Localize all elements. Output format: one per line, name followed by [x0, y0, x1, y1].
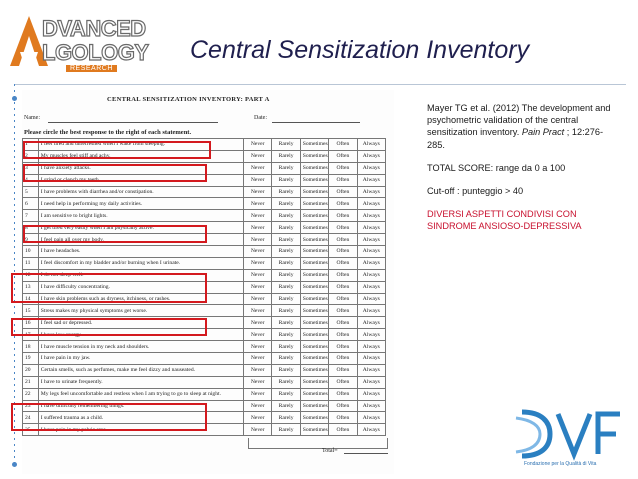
- foundation-logo: [502, 406, 626, 472]
- response-option: Sometimes: [300, 222, 328, 234]
- item-statement: Certain smells, such as perfumes, make me feel dizzy and nauseated.: [38, 364, 243, 376]
- response-option: Often: [329, 364, 357, 376]
- item-number: 24: [23, 412, 39, 424]
- item-number: 19: [23, 353, 39, 365]
- response-option: Often: [329, 269, 357, 281]
- response-option: Sometimes: [300, 139, 328, 151]
- item-statement: I have difficulty concentrating.: [38, 281, 243, 293]
- total-label: Total=: [322, 448, 338, 454]
- item-number: 22: [23, 388, 39, 400]
- response-option: Always: [357, 376, 385, 388]
- citation-text: Mayer TG et al. (2012) The development and psychometric validation of the central sensitization inventory.: [427, 103, 611, 138]
- response-option: Always: [357, 162, 385, 174]
- response-option: Often: [329, 246, 357, 258]
- response-option: Often: [329, 400, 357, 412]
- item-number: 25: [23, 424, 39, 436]
- response-option: Rarely: [272, 139, 300, 151]
- response-option: Always: [357, 329, 385, 341]
- response-option: Often: [329, 186, 357, 198]
- response-option: Sometimes: [300, 234, 328, 246]
- response-option: Never: [243, 400, 271, 412]
- response-option: Sometimes: [300, 341, 328, 353]
- response-option: Rarely: [272, 317, 300, 329]
- response-option: Always: [357, 210, 385, 222]
- item-statement: I have pain in my jaw.: [38, 353, 243, 365]
- response-option: Rarely: [272, 341, 300, 353]
- questionnaire-instruction: Please circle the best response to the right of each statement.: [24, 129, 192, 136]
- response-option: Rarely: [272, 376, 300, 388]
- item-number: 3: [23, 162, 39, 174]
- item-number: 12: [23, 269, 39, 281]
- response-option: Sometimes: [300, 269, 328, 281]
- item-number: 6: [23, 198, 39, 210]
- item-statement: I have difficulty remembering things.: [38, 400, 243, 412]
- response-option: Sometimes: [300, 293, 328, 305]
- response-option: Rarely: [272, 388, 300, 400]
- table-row: [23, 305, 386, 317]
- response-option: Rarely: [272, 353, 300, 365]
- response-option: Rarely: [272, 400, 300, 412]
- item-number: 21: [23, 376, 39, 388]
- response-option: Always: [357, 400, 385, 412]
- item-number: 4: [23, 174, 39, 186]
- reference-panel: [427, 102, 617, 244]
- response-option: Never: [243, 281, 271, 293]
- item-number: 7: [23, 210, 39, 222]
- table-row: [23, 210, 386, 222]
- table-row: [23, 198, 386, 210]
- response-option: Often: [329, 293, 357, 305]
- table-row: [23, 353, 386, 365]
- journal-name: Pain Pract: [521, 127, 565, 138]
- item-statement: I feel pain all over my body.: [38, 234, 243, 246]
- name-line: [48, 122, 218, 123]
- item-number: 17: [23, 329, 39, 341]
- response-option: Always: [357, 257, 385, 269]
- response-option: Often: [329, 150, 357, 162]
- response-option: Sometimes: [300, 305, 328, 317]
- slide-title: Central Sensitization Inventory: [190, 36, 530, 64]
- response-option: Always: [357, 198, 385, 210]
- table-row: [23, 388, 386, 400]
- border-dot-bottom: [12, 462, 17, 467]
- response-option: Never: [243, 222, 271, 234]
- response-option: Always: [357, 234, 385, 246]
- item-statement: Stress makes my physical symptoms get worse.: [38, 305, 243, 317]
- response-option: Often: [329, 174, 357, 186]
- response-option: Sometimes: [300, 329, 328, 341]
- highlight-item-12-13: [11, 273, 207, 303]
- item-number: 11: [23, 257, 39, 269]
- item-statement: I need help in performing my daily activities.: [38, 198, 243, 210]
- citation-tail: ; 12:276-285.: [427, 127, 604, 150]
- total-score: TOTAL SCORE: range da 0 a 100: [427, 162, 566, 173]
- item-statement: I feel discomfort in my bladder and/or burning when I urinate.: [38, 257, 243, 269]
- item-statement: I have anxiety attacks.: [38, 162, 243, 174]
- response-option: Often: [329, 210, 357, 222]
- response-option: Rarely: [272, 234, 300, 246]
- response-option: Always: [357, 222, 385, 234]
- response-option: Always: [357, 317, 385, 329]
- response-option: Rarely: [272, 269, 300, 281]
- response-option: Rarely: [272, 412, 300, 424]
- response-option: Never: [243, 139, 271, 151]
- date-label: Date:: [254, 115, 267, 121]
- item-number: 20: [23, 364, 39, 376]
- response-option: Rarely: [272, 281, 300, 293]
- table-row: [23, 341, 386, 353]
- item-statement: I have low energy.: [38, 329, 243, 341]
- response-option: Rarely: [272, 162, 300, 174]
- response-option: Often: [329, 162, 357, 174]
- table-row: [23, 376, 386, 388]
- item-statement: I have skin problems such as dryness, itchiness, or rashes.: [38, 293, 243, 305]
- response-option: Always: [357, 186, 385, 198]
- response-option: Sometimes: [300, 412, 328, 424]
- response-option: Sometimes: [300, 210, 328, 222]
- item-statement: I have pain in my pelvic area.: [38, 424, 243, 436]
- item-number: 2: [23, 150, 39, 162]
- response-option: Sometimes: [300, 257, 328, 269]
- response-option: Often: [329, 139, 357, 151]
- logo-line-2: LGOLOGY: [42, 40, 149, 65]
- response-option: Often: [329, 353, 357, 365]
- response-option: Always: [357, 281, 385, 293]
- item-number: 5: [23, 186, 39, 198]
- response-option: Always: [357, 269, 385, 281]
- item-statement: I have problems with diarrhea and/or constipation.: [38, 186, 243, 198]
- highlight-item-23-24: [11, 403, 207, 431]
- response-option: Never: [243, 329, 271, 341]
- response-option: Rarely: [272, 293, 300, 305]
- response-option: Often: [329, 341, 357, 353]
- response-option: Rarely: [272, 210, 300, 222]
- item-statement: I have to urinate frequently.: [38, 376, 243, 388]
- response-option: Never: [243, 412, 271, 424]
- response-option: Never: [243, 364, 271, 376]
- response-option: Never: [243, 353, 271, 365]
- response-option: Never: [243, 257, 271, 269]
- response-option: Never: [243, 317, 271, 329]
- response-option: Often: [329, 257, 357, 269]
- response-option: Never: [243, 305, 271, 317]
- response-option: Always: [357, 293, 385, 305]
- response-option: Often: [329, 329, 357, 341]
- response-option: Sometimes: [300, 364, 328, 376]
- item-statement: I feel sad or depressed.: [38, 317, 243, 329]
- response-option: Always: [357, 150, 385, 162]
- response-option: Sometimes: [300, 353, 328, 365]
- response-option: Rarely: [272, 246, 300, 258]
- response-option: Rarely: [272, 198, 300, 210]
- response-option: Always: [357, 139, 385, 151]
- item-number: 10: [23, 246, 39, 258]
- response-option: Sometimes: [300, 317, 328, 329]
- item-number: 13: [23, 281, 39, 293]
- response-option: Often: [329, 234, 357, 246]
- response-option: Often: [329, 222, 357, 234]
- item-statement: I am sensitive to bright lights.: [38, 210, 243, 222]
- table-row: [23, 246, 386, 258]
- response-option: Rarely: [272, 222, 300, 234]
- citation: [427, 102, 617, 151]
- response-option: Never: [243, 174, 271, 186]
- response-option: Rarely: [272, 364, 300, 376]
- response-option: Always: [357, 424, 385, 436]
- item-statement: I suffered trauma as a child.: [38, 412, 243, 424]
- response-option: Sometimes: [300, 162, 328, 174]
- item-number: 18: [23, 341, 39, 353]
- response-option: Never: [243, 293, 271, 305]
- response-option: Rarely: [272, 329, 300, 341]
- response-option: Rarely: [272, 257, 300, 269]
- name-label: Name:: [24, 115, 40, 121]
- response-option: Never: [243, 162, 271, 174]
- item-statement: My muscles feel stiff and achy.: [38, 150, 243, 162]
- response-option: Sometimes: [300, 376, 328, 388]
- item-statement: I get tired very easily when I am physically active.: [38, 222, 243, 234]
- response-option: Often: [329, 412, 357, 424]
- response-option: Rarely: [272, 305, 300, 317]
- response-option: Always: [357, 388, 385, 400]
- response-option: Sometimes: [300, 246, 328, 258]
- response-option: Always: [357, 246, 385, 258]
- response-option: Always: [357, 364, 385, 376]
- logo-line-1: DVANCED: [42, 16, 146, 41]
- advanced-algology-logo: [6, 10, 176, 76]
- response-option: Never: [243, 150, 271, 162]
- response-option: Sometimes: [300, 388, 328, 400]
- item-number: 23: [23, 400, 39, 412]
- response-option: Rarely: [272, 424, 300, 436]
- response-option: Never: [243, 269, 271, 281]
- response-option: Sometimes: [300, 424, 328, 436]
- table-row: [23, 364, 386, 376]
- highlight-item-16: [11, 318, 207, 336]
- item-number: 8: [23, 222, 39, 234]
- response-option: Sometimes: [300, 150, 328, 162]
- table-row: [23, 257, 386, 269]
- response-option: Always: [357, 174, 385, 186]
- total-row: [248, 438, 388, 449]
- response-option: Never: [243, 186, 271, 198]
- response-option: Rarely: [272, 174, 300, 186]
- header-divider: [14, 84, 626, 85]
- response-option: Often: [329, 198, 357, 210]
- logo-line-3: RESEARCH: [66, 65, 117, 72]
- response-option: Often: [329, 376, 357, 388]
- border-dot-top: [12, 96, 17, 101]
- dvf-logo-icon: [502, 406, 626, 462]
- item-statement: I have headaches.: [38, 246, 243, 258]
- item-number: 15: [23, 305, 39, 317]
- response-option: Sometimes: [300, 186, 328, 198]
- response-option: Often: [329, 317, 357, 329]
- highlight-item-1: [23, 141, 211, 159]
- response-option: Never: [243, 341, 271, 353]
- response-option: Never: [243, 246, 271, 258]
- response-option: Rarely: [272, 150, 300, 162]
- response-option: Always: [357, 412, 385, 424]
- item-number: 14: [23, 293, 39, 305]
- response-option: Never: [243, 424, 271, 436]
- response-option: Rarely: [272, 186, 300, 198]
- response-option: Never: [243, 234, 271, 246]
- response-option: Sometimes: [300, 198, 328, 210]
- foundation-name: Fondazione per la Qualità di Vita: [524, 461, 597, 467]
- item-statement: I feel tired and unrefreshed when I wake from sleeping.: [38, 139, 243, 151]
- item-statement: I have muscle tension in my neck and shoulders.: [38, 341, 243, 353]
- response-option: Sometimes: [300, 400, 328, 412]
- table-row: [23, 186, 386, 198]
- response-option: Never: [243, 210, 271, 222]
- highlight-item-8: [23, 225, 207, 243]
- response-option: Always: [357, 341, 385, 353]
- response-option: Never: [243, 376, 271, 388]
- response-option: Often: [329, 388, 357, 400]
- item-statement: My legs feel uncomfortable and restless when I am trying to go to sleep at night.: [38, 388, 243, 400]
- response-option: Always: [357, 305, 385, 317]
- response-option: Often: [329, 305, 357, 317]
- item-statement: I do not sleep well.: [38, 269, 243, 281]
- response-option: Never: [243, 388, 271, 400]
- item-statement: I grind or clench my teeth.: [38, 174, 243, 186]
- item-number: 1: [23, 139, 39, 151]
- questionnaire-title: CENTRAL SENSITIZATION INVENTORY: PART A: [107, 96, 270, 103]
- item-number: 9: [23, 234, 39, 246]
- highlight-item-3: [23, 164, 207, 182]
- response-option: Often: [329, 424, 357, 436]
- comorbidity-note: DIVERSI ASPETTI CONDIVISI CON SINDROME ANSIOSO-DEPRESSIVA: [427, 209, 582, 232]
- response-option: Sometimes: [300, 174, 328, 186]
- response-option: Often: [329, 281, 357, 293]
- response-option: Always: [357, 353, 385, 365]
- total-line: [344, 453, 388, 454]
- cutoff: Cut-off : punteggio > 40: [427, 186, 524, 197]
- item-number: 16: [23, 317, 39, 329]
- date-line: [272, 122, 360, 123]
- response-option: Never: [243, 198, 271, 210]
- response-option: Sometimes: [300, 281, 328, 293]
